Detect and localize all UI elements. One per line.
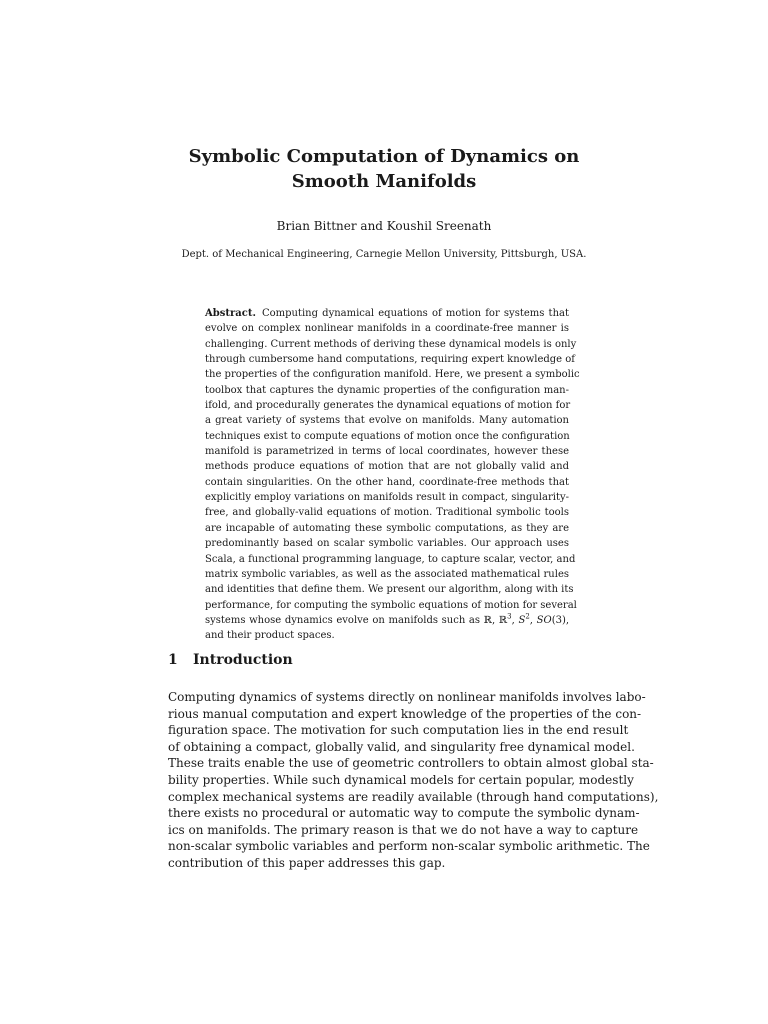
- intro-line: non-scalar symbolic variables and perform non-scalar symbolic arithmetic. The: [168, 839, 650, 854]
- separator: ,: [491, 614, 499, 626]
- abstract-line: matrix symbolic variables, as well as the associated mathematical rules: [205, 568, 569, 580]
- intro-line: ics on manifolds. The primary reason is that we do not have a way to capture: [168, 822, 639, 837]
- set-s2: [518, 612, 530, 626]
- abstract-text: Computing dynamical equations of motion for systems that: [261, 308, 569, 319]
- set-so3-name: SO: [536, 614, 552, 626]
- separator: ,: [565, 614, 570, 626]
- abstract: [205, 306, 580, 644]
- intro-line: figuration space. The motivation for such computation lies in the end result: [168, 723, 629, 738]
- section-heading: [168, 651, 293, 669]
- set-r3: [498, 612, 512, 626]
- intro-line: contribution of this paper addresses this gap.: [168, 855, 446, 870]
- abstract-label: Abstract.: [205, 308, 256, 319]
- manifolds-prefix: systems whose dynamics evolve on manifolds such as: [205, 614, 484, 626]
- abstract-line: free, and globally-valid equations of motion. Traditional symbolic tools: [205, 507, 569, 519]
- abstract-line: manifold is parametrized in terms of local coordinates, however these: [205, 446, 569, 458]
- abstract-line: performance, for computing the symbolic equations of motion for several: [205, 599, 577, 611]
- abstract-line: and identities that define them. We present our algorithm, along with its: [205, 584, 574, 596]
- intro-line: complex mechanical systems are readily available (through hand computations),: [168, 789, 659, 804]
- separator: ,: [529, 614, 537, 626]
- abstract-manifolds-line: [205, 613, 569, 628]
- intro-line: there exists no procedural or automatic way to compute the symbolic dynam-: [168, 806, 640, 821]
- section-number: 1: [168, 652, 178, 668]
- set-r: ℝ: [483, 614, 492, 626]
- paper-title: [0, 144, 768, 194]
- intro-line: rious manual computation and expert knowledge of the properties of the con-: [168, 706, 642, 721]
- intro-line: bility properties. While such dynamical models for certain popular, modestly: [168, 772, 634, 787]
- abstract-line: predominantly based on scalar symbolic variables. Our approach uses: [205, 538, 569, 550]
- set-so3: [537, 615, 566, 626]
- title-line-1: Symbolic Computation of Dynamics on: [188, 146, 580, 167]
- set-so3-arg: (3): [551, 614, 566, 626]
- title-line-2: Smooth Manifolds: [291, 171, 477, 192]
- separator: ,: [511, 614, 519, 626]
- intro-line: of obtaining a compact, globally valid, and singularity free dynamical model.: [168, 739, 635, 754]
- set-s2-base: S: [518, 614, 526, 626]
- introduction-paragraph: [168, 689, 659, 872]
- abstract-line: and their product spaces.: [205, 630, 335, 642]
- intro-line: Computing dynamics of systems directly on nonlinear manifolds involves labo-: [168, 690, 646, 704]
- authors: Brian Bittner and Koushil Sreenath: [276, 219, 492, 233]
- affiliation: Dept. of Mechanical Engineering, Carnegie Mellon University, Pittsburgh, USA.: [181, 249, 587, 260]
- set-s2-exponent: 2: [525, 612, 530, 621]
- abstract-line: through cumbersome hand computations, requiring expert knowledge of: [205, 354, 575, 366]
- abstract-line: [205, 306, 569, 321]
- abstract-line: techniques exist to compute equations of motion once the configuration: [205, 430, 570, 442]
- abstract-line: a great variety of systems that evolve on manifolds. Many automation: [205, 415, 569, 427]
- set-r3-base: ℝ: [498, 614, 508, 626]
- abstract-line: challenging. Current methods of deriving these dynamical models is only: [205, 338, 577, 350]
- abstract-line: are incapable of automating these symbolic computations, as they are: [205, 522, 569, 534]
- abstract-line: toolbox that captures the dynamic properties of the configuration man-: [205, 384, 569, 396]
- abstract-line: evolve on complex nonlinear manifolds in a coordinate-free manner is: [205, 323, 569, 335]
- abstract-line: contain singularities. On the other hand, coordinate-free methods that: [205, 476, 569, 488]
- set-r3-exponent: 3: [507, 612, 512, 621]
- abstract-line: Scala, a functional programming language, to capture scalar, vector, and: [205, 553, 576, 565]
- abstract-line: ifold, and procedurally generates the dynamical equations of motion for: [205, 400, 571, 412]
- abstract-line: explicitly employ variations on manifolds result in compact, singularity-: [205, 492, 569, 504]
- abstract-line: methods produce equations of motion that are not globally valid and: [205, 461, 569, 473]
- intro-line: These traits enable the use of geometric controllers to obtain almost global sta-: [168, 756, 654, 771]
- section-title: Introduction: [193, 652, 293, 668]
- abstract-line: the properties of the configuration manifold. Here, we present a symbolic: [205, 369, 580, 381]
